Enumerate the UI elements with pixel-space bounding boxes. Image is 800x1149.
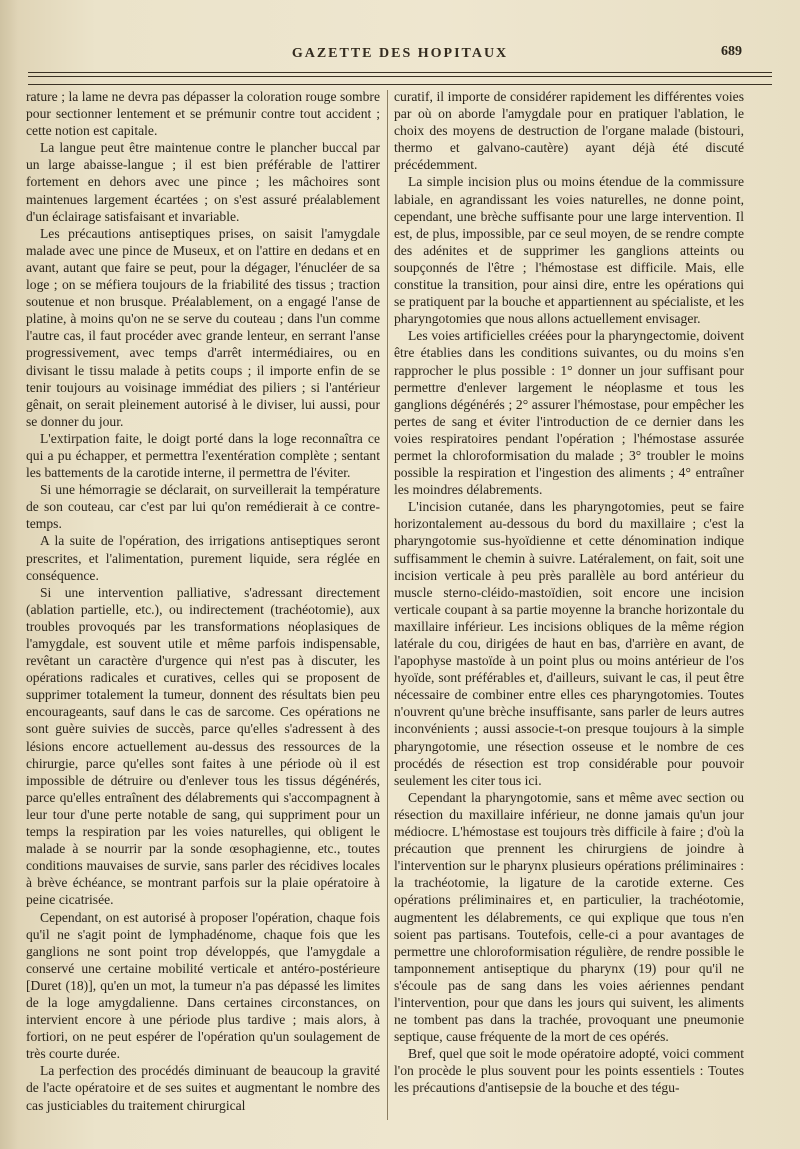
header-rule-thin xyxy=(28,76,772,77)
page-number: 689 xyxy=(721,44,742,59)
running-header xyxy=(0,44,800,68)
paragraph: L'extirpation faite, le doigt porté dans la loge reconnaîtra ce qui a pu échapper, et permettra l'exentération complète ; sentant les battements de la carotide interne, il permettra de l'éviter. xyxy=(26,430,380,481)
header-rule xyxy=(28,72,772,73)
right-column xyxy=(394,88,744,1097)
paragraph: Les voies artificielles créées pour la pharyngectomie, doivent être établies dans les conditions suivantes, ou du moins s'en rapprocher le plus possible : 1° donner un jour suffisant pour permettre d'enlever largement le néoplasme et tous les ganglions dégénérés ; 2° assurer l'hémostase, pour empêcher les pertes de sang et éviter l'introduction de ce dernier dans les voies respiratoires pendant l'opération ; l'hémostase assurée permet la chloroformisation du malade ; 3° troubler le moins possible la respiration et l'ingestion des aliments ; 4° entraîner les moindres délabrements. xyxy=(394,328,744,498)
column-divider xyxy=(387,90,388,1120)
header-rule-lower xyxy=(28,84,772,85)
paragraph: Si une hémorragie se déclarait, on surveillerait la température de son couteau, car c'est par lui qu'on remédierait à ce contre-temps. xyxy=(26,482,380,532)
paragraph: Les précautions antiseptiques prises, on saisit l'amygdale malade avec une pince de Museux, et on l'attire en dedans et en avant, autant que faire se peut, pour la dégager, l'énucléer de sa loge ; on se méfiera toujours de la friabilité des tissus ; traction soutenue et non brusque. Préalablement, on a engagé l'anse de platine, à moins qu'on ne se serve du couteau ; dans l'un comme l'autre cas, il faut procéder avec grande lenteur, en serrant l'anse progressivement, avec temps d'arrêt intermédiaires, ou en divisant le tissu malade à petits coups ; il importe enfin de se tenir toujours au voisinage immédiat des piliers ; si l'antérieur gênait, on serait pleinement autorisé à le diviser, lui aussi, pour se donner du jour. xyxy=(26,225,380,429)
binding-shadow xyxy=(0,0,18,1149)
journal-title: GAZETTE DES HOPITAUX xyxy=(291,46,509,61)
paragraph: La simple incision plus ou moins étendue de la commissure labiale, en agrandissant les voies naturelles, ne donne point, cependant, une brèche suffisante pour une large intervention. Il est, de plus, impossible, par ce seul moyen, de se rendre compte des adénites et de supprimer les ganglions atteints ou soupçonnés de l'être ; l'hémostase est difficile. Mais, elle constitue la transition, pour ainsi dire, entre les opérations qui se pratiquent par la bouche et appartiennent au spécialiste, et les pharyngotomies que nous allons actuellement envisager. xyxy=(394,174,744,327)
paragraph: Cependant, on est autorisé à proposer l'opération, chaque fois qu'il ne s'agit point de lymphadénome, chaque fois que les ganglions ne sont point trop développés, que l'amygdale a conservé une certaine mobilité verticale et antéro-postérieure [Duret (18)], qu'en un mot, la tumeur n'a pas dépassé les limites de la loge amygdalienne. Dans certaines circonstances, on intervient encore à une période plus tardive ; mais alors, à fortiori, on ne peut espérer de l'opération qu'un soulagement de très courte durée. xyxy=(26,909,380,1062)
paragraph-continuation: rature ; la lame ne devra pas dépasser la coloration rouge sombre pour sectionner lentement et se prémunir contre tout accident ; cette notion est capitale. xyxy=(26,89,380,139)
paragraph: Bref, quel que soit le mode opératoire adopté, voici comment l'on procède le plus souvent pour les points essentiels : Toutes les précautions d'antisepsie de la bouche et des tégu- xyxy=(394,1046,744,1096)
paragraph: Cependant la pharyngotomie, sans et même avec section ou résection du maxillaire inférieur, ne donne jamais qu'un jour médiocre. L'hémostase est toujours très difficile à faire ; d'où la précaution que prennent les chirurgiens de joindre à l'intervention sur le pharynx plusieurs opérations préliminaires : la trachéotomie, la ligature de la carotide externe. Ces opérations préliminaires et, en particulier, la trachéotomie, augmentent les délabrements, ce qui explique que tous n'en soient pas partisans. Toutefois, celle-ci a pour avantages de permettre une chloroformisation régulière, de rendre possible le tamponnement antiseptique du pharynx (19) pour qu'il ne s'écoule pas de sang dans les voies aériennes pendant l'intervention, pour que dans les jours qui suivent, les aliments ne tombent pas dans la trachée, provoquant une pneumonie septique, cause fréquente de la mort de ces opérés. xyxy=(394,789,744,1045)
paragraph: La langue peut être maintenue contre le plancher buccal par un large abaisse-langue ; il est bien préférable de l'attirer fortement en dehors avec une pince ; les mâchoires sont maintenues largement écartées ; on s'est assuré préalablement d'un éclairage satisfaisant et invariable. xyxy=(26,140,380,224)
paragraph: L'incision cutanée, dans les pharyngotomies, peut se faire horizontalement au-dessous du bord du maxillaire ; c'est la pharyngotomie sus-hyoïdienne et cette dénomination indique suffisamment le chemin à suivre. Latéralement, on fait, soit une incision verticale à peu près parallèle au bord antérieur du muscle sterno-cléido-mastoïdien, soit encore une incision verticale coupant à sa partie moyenne la branche horizontale du maxillaire inférieur. Les incisions obliques de la même région latérale du cou, dirigées de haut en bas, d'arrière en avant, de l'apophyse mastoïde à un point plus ou moins antérieur de l'os hyoïde, sont préférables et, d'ailleurs, suivant le cas, il peut être nécessaire de combiner entre elles ces pharyngotomies. Toutes n'ouvrent qu'une brèche insuffisante, sans parler de leurs autres inconvénients ; aussi associe-t-on presque toujours à la simple pharyngotomie, une résection osseuse et le nombre de ces procédés de résection est trop considérable pour pouvoir seulement les citer tous ici. xyxy=(394,499,744,788)
paragraph: A la suite de l'opération, des irrigations antiseptiques seront prescrites, et l'alimentation, purement liquide, sera réglée en conséquence. xyxy=(26,533,380,583)
paragraph: La perfection des procédés diminuant de beaucoup la gravité de l'acte opératoire et de ses suites et augmentant le nombre des cas justiciables du traitement chirurgical xyxy=(26,1063,380,1113)
left-column xyxy=(26,88,380,1114)
paragraph: Si une intervention palliative, s'adressant directement (ablation partielle, etc.), ou indirectement (trachéotomie), aux troubles provoqués par les transformations néoplasiques de l'amygdale, est souvent utile et même parfois indispensable, revêtant un caractère d'urgence qui n'est pas à discuter, les opérations radicales et curatives, celles qui se proposent de supprimer totalement la tumeur, donnent des résultats bien peu encourageants, sauf dans le cas de sarcome. Ces opérations ne sont guère suivies de succès, parce qu'elles s'adressent à des lésions encore actuellement au-dessus des ressources de la chirurgie, parce qu'elles sont faites à une période où il est impossible de détruire ou d'enlever tous les tissus dégénérés, parce qu'elles entraînent des délabrements qui s'accompagnent à leur tour d'une perte notable de sang, qui suppriment pour un temps la respiration par les voies naturelles, qui obligent le malade à se nourrir par la sonde œsophagienne, etc., toutes conditions mauvaises de survie, sans parler des récidives locales à brève échéance, se montrant parfois sur la plaie opératoire à peine cicatrisée. xyxy=(26,584,380,908)
paragraph-continuation: curatif, il importe de considérer rapidement les différentes voies par où on aborde l'amygdale pour en pratiquer l'ablation, le choix des moyens de destruction de l'organe malade (bistouri, thermo et galvano-cautère) ayant déjà été discuté précédemment. xyxy=(394,89,744,173)
